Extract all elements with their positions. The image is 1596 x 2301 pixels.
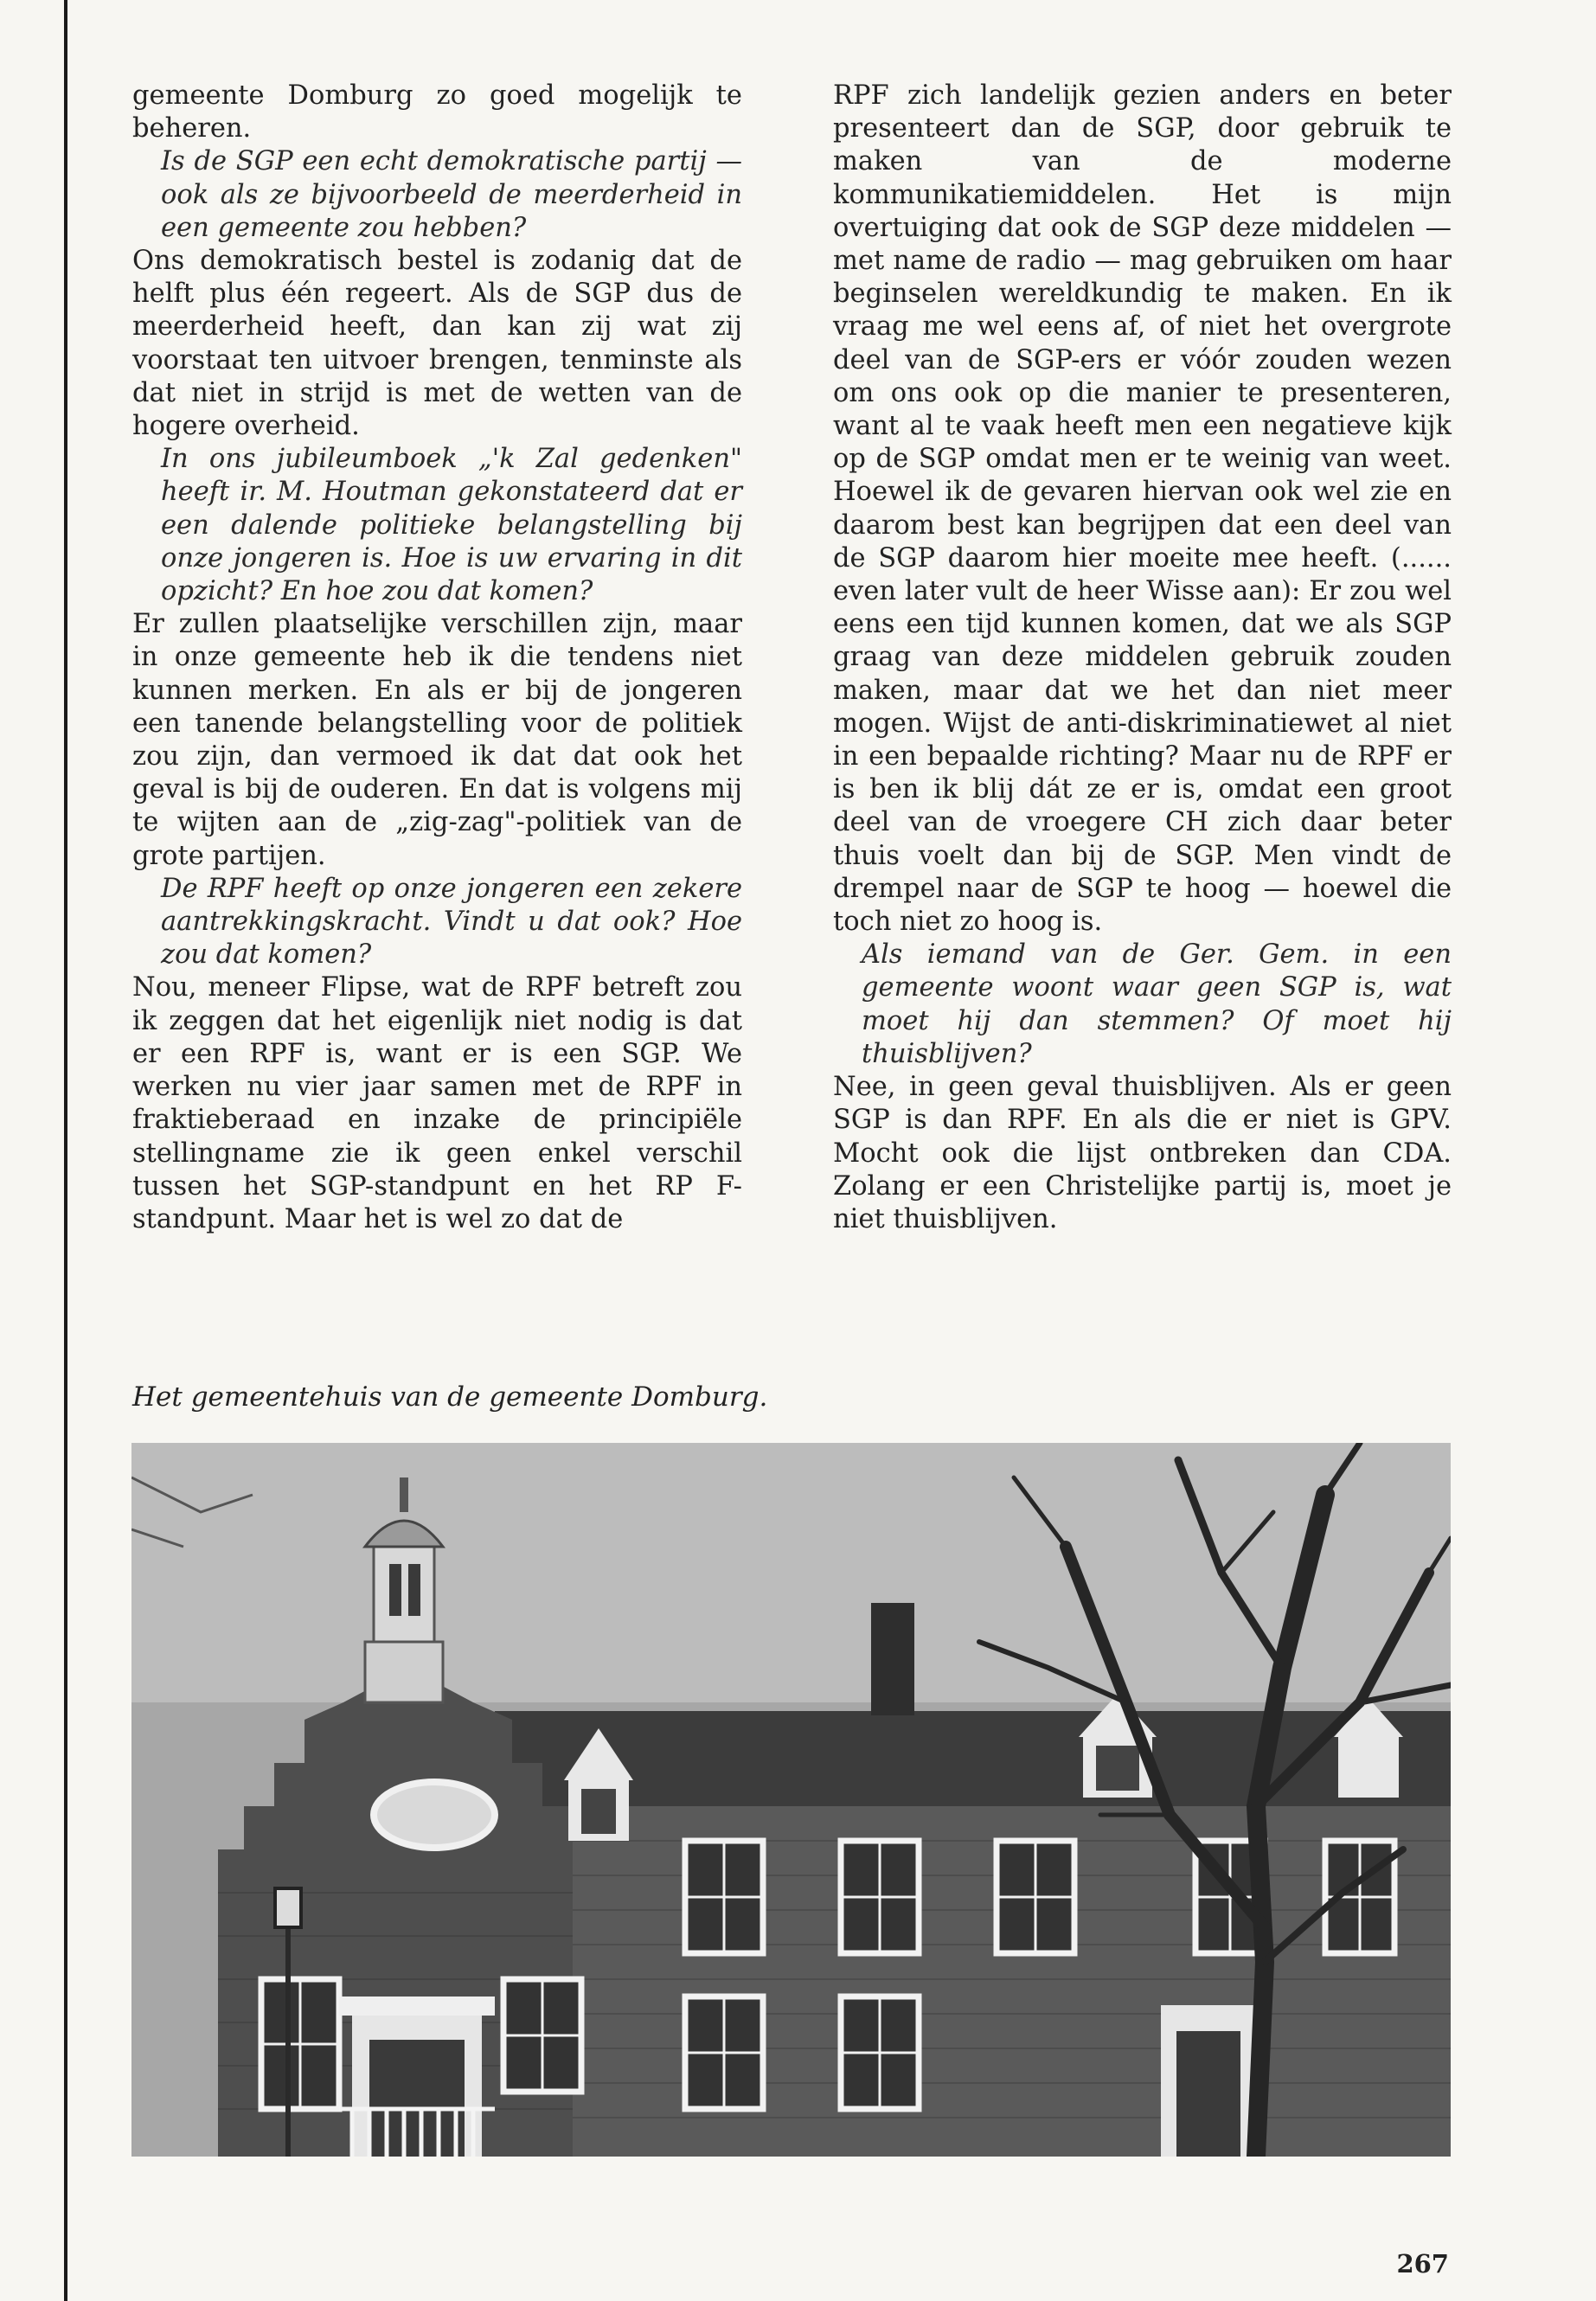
left-column [132,80,742,1236]
answer-democratic: Ons demokratisch bestel is zodanig dat de helft plus één regeert. Als de SGP dus de meerderheid heeft, dan kan zij wat zij voorstaat ten uitvoer brengen, tenminste als dat niet in strijd is met de wetten van de hogere overheid. [132,246,742,442]
town-hall-photo [131,1443,1451,2157]
paragraph-intro: gemeente Domburg zo goed mogelijk te beheren. [132,80,742,144]
page-number: 267 [1396,2249,1449,2279]
answer-voting-advice: Nee, in geen geval thuisblijven. Als er geen SGP is dan RPF. En als die er niet is GPV. Mocht ook die lijst ontbreken dan CDA. Zolang er een Christelijke partij is, moet je niet thuisblijven. [833,1072,1452,1234]
question-youth-interest: In ons jubileumboek „'k Zal gedenken" heeft ir. M. Houtman gekonstateerd dat er een dalende politieke belangstelling bij onze jongeren is. Hoe is uw ervaring in dit opzicht? En hoe zou dat komen? [161,444,742,607]
town-hall-illustration [131,1443,1451,2157]
question-democratic: Is de SGP een echt demokratische partij — ook als ze bijvoorbeeld de meerderheid in een gemeente zou hebben? [161,146,742,243]
answer-rpf-continued: RPF zich landelijk gezien anders en beter presenteert dan de SGP, door gebruik te maken van de moderne kommunikatiemiddelen. Het is mijn overtuiging dat ook de SGP deze middelen — met name de radio — mag gebruiken om haar beginselen wereldkundig te maken. En ik vraag me wel eens af, of niet het overgrote deel van de SGP-ers er vóór zouden wezen om ons ook op die manier te presenteren, want al te vaak heeft men een negatieve kijk op de SGP omdat men er te weinig van weet. Hoewel ik de gevaren hiervan ook wel zie en daarom best kan begrijpen dat een deel van de SGP daarom hier moeite mee heeft. (...... even later vult de heer Wisse aan): Er zou wel eens een tijd kunnen komen, dat we als SGP graag van deze middelen gebruik zouden maken, maar dat we het dan niet meer mogen. Wijst de anti-diskriminatiewet al niet in een bepaalde richting? Maar nu de RPF er is ben ik blij dát ze er is, omdat een groot deel van de vroegere CH zich daar beter thuis voelt dan bij de SGP. Men vindt de drempel naar de SGP te hoog — hoewel die toch niet zo hoog is. [833,80,1452,938]
right-column [833,80,1452,1236]
question-rpf-attraction: De RPF heeft op onze jongeren een zekere aantrekkingskracht. Vindt u dat ook? Hoe zou dat komen? [161,873,742,971]
photo-caption: Het gemeentehuis van de gemeente Domburg. [132,1381,768,1413]
binding-edge-line [64,0,67,2301]
answer-youth-interest: Er zullen plaatselijke verschillen zijn, maar in onze gemeente heb ik die tendens niet kunnen merken. En als er bij de jongeren een tanende belangstelling voor de politiek zou zijn, dan vermoed ik dat dat ook het geval is bij de ouderen. En dat is volgens mij te wijten aan de „zig-zag"-politiek van de grote partijen. [132,609,742,871]
answer-rpf-attraction: Nou, meneer Flipse, wat de RPF betreft zou ik zeggen dat het eigenlijk niet nodig is dat er een RPF is, want er is een SGP. We werken nu vier jaar samen met de RPF in fraktieberaad en inzake de principiële stellingname zie ik geen enkel verschil tussen het SGP-standpunt en het RP F-standpunt. Maar het is wel zo dat de [132,972,742,1234]
question-voting-advice: Als iemand van de Ger. Gem. in een gemeente woont waar geen SGP is, wat moet hij dan stemmen? Of moet hij thuisblijven? [862,939,1452,1069]
